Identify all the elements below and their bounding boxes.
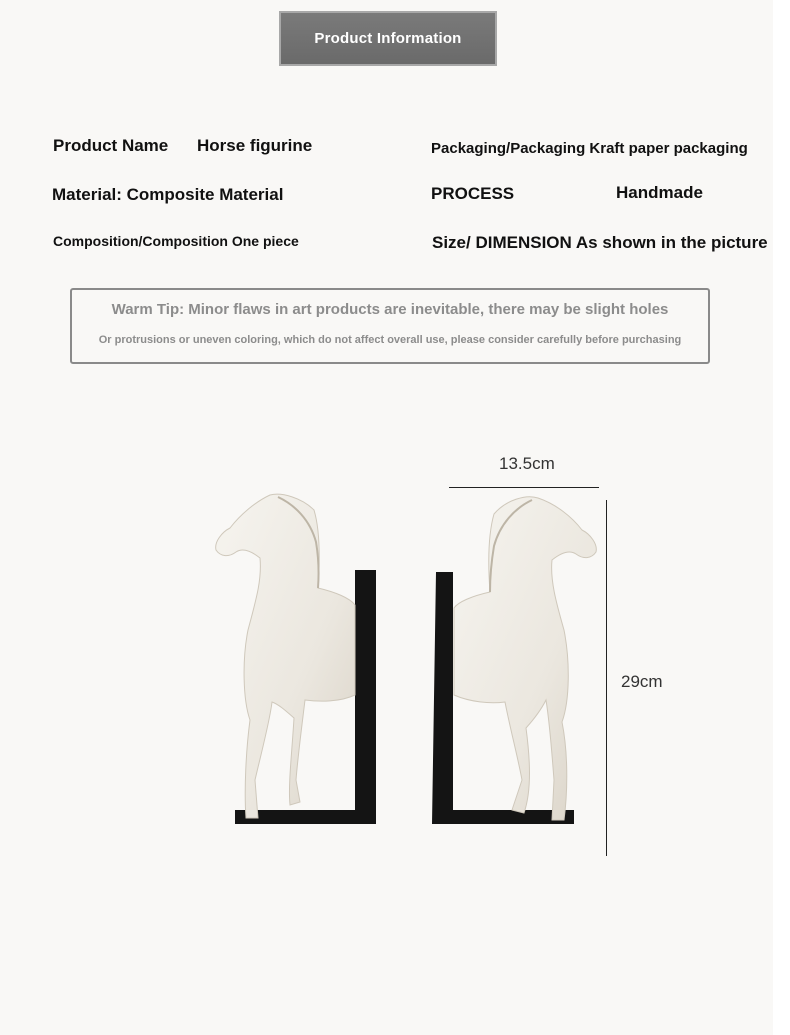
process-value: Handmade <box>616 183 703 202</box>
width-dimension-label: 13.5cm <box>499 454 555 473</box>
warm-tip-line1: Warm Tip: Minor flaws in art products are inevitable, there may be slight holes <box>111 301 669 318</box>
height-dimension-label: 29cm <box>621 672 663 691</box>
material-spec: Material: Composite Material <box>52 185 284 204</box>
composition-spec: Composition/Composition One piece <box>53 233 299 249</box>
product-information-header <box>279 11 497 66</box>
left-bookend <box>216 494 376 824</box>
product-name-value: Horse figurine <box>197 136 313 155</box>
product-name-label: Product Name <box>53 136 169 155</box>
process-label: PROCESS <box>431 184 515 203</box>
right-horse <box>454 497 596 820</box>
packaging-spec: Packaging/Packaging Kraft paper packaging <box>431 140 748 157</box>
warm-tip-line2: Or protrusions or uneven coloring, which do not affect overall use, please consider carefully before purchasing <box>98 334 682 346</box>
size-spec: Size/ DIMENSION As shown in the picture <box>432 233 768 252</box>
left-horse <box>216 494 355 818</box>
header-title: Product Information <box>314 30 462 47</box>
right-bookend <box>432 497 596 824</box>
warm-tip-box <box>70 288 710 364</box>
horse-bookends-image <box>200 480 610 870</box>
